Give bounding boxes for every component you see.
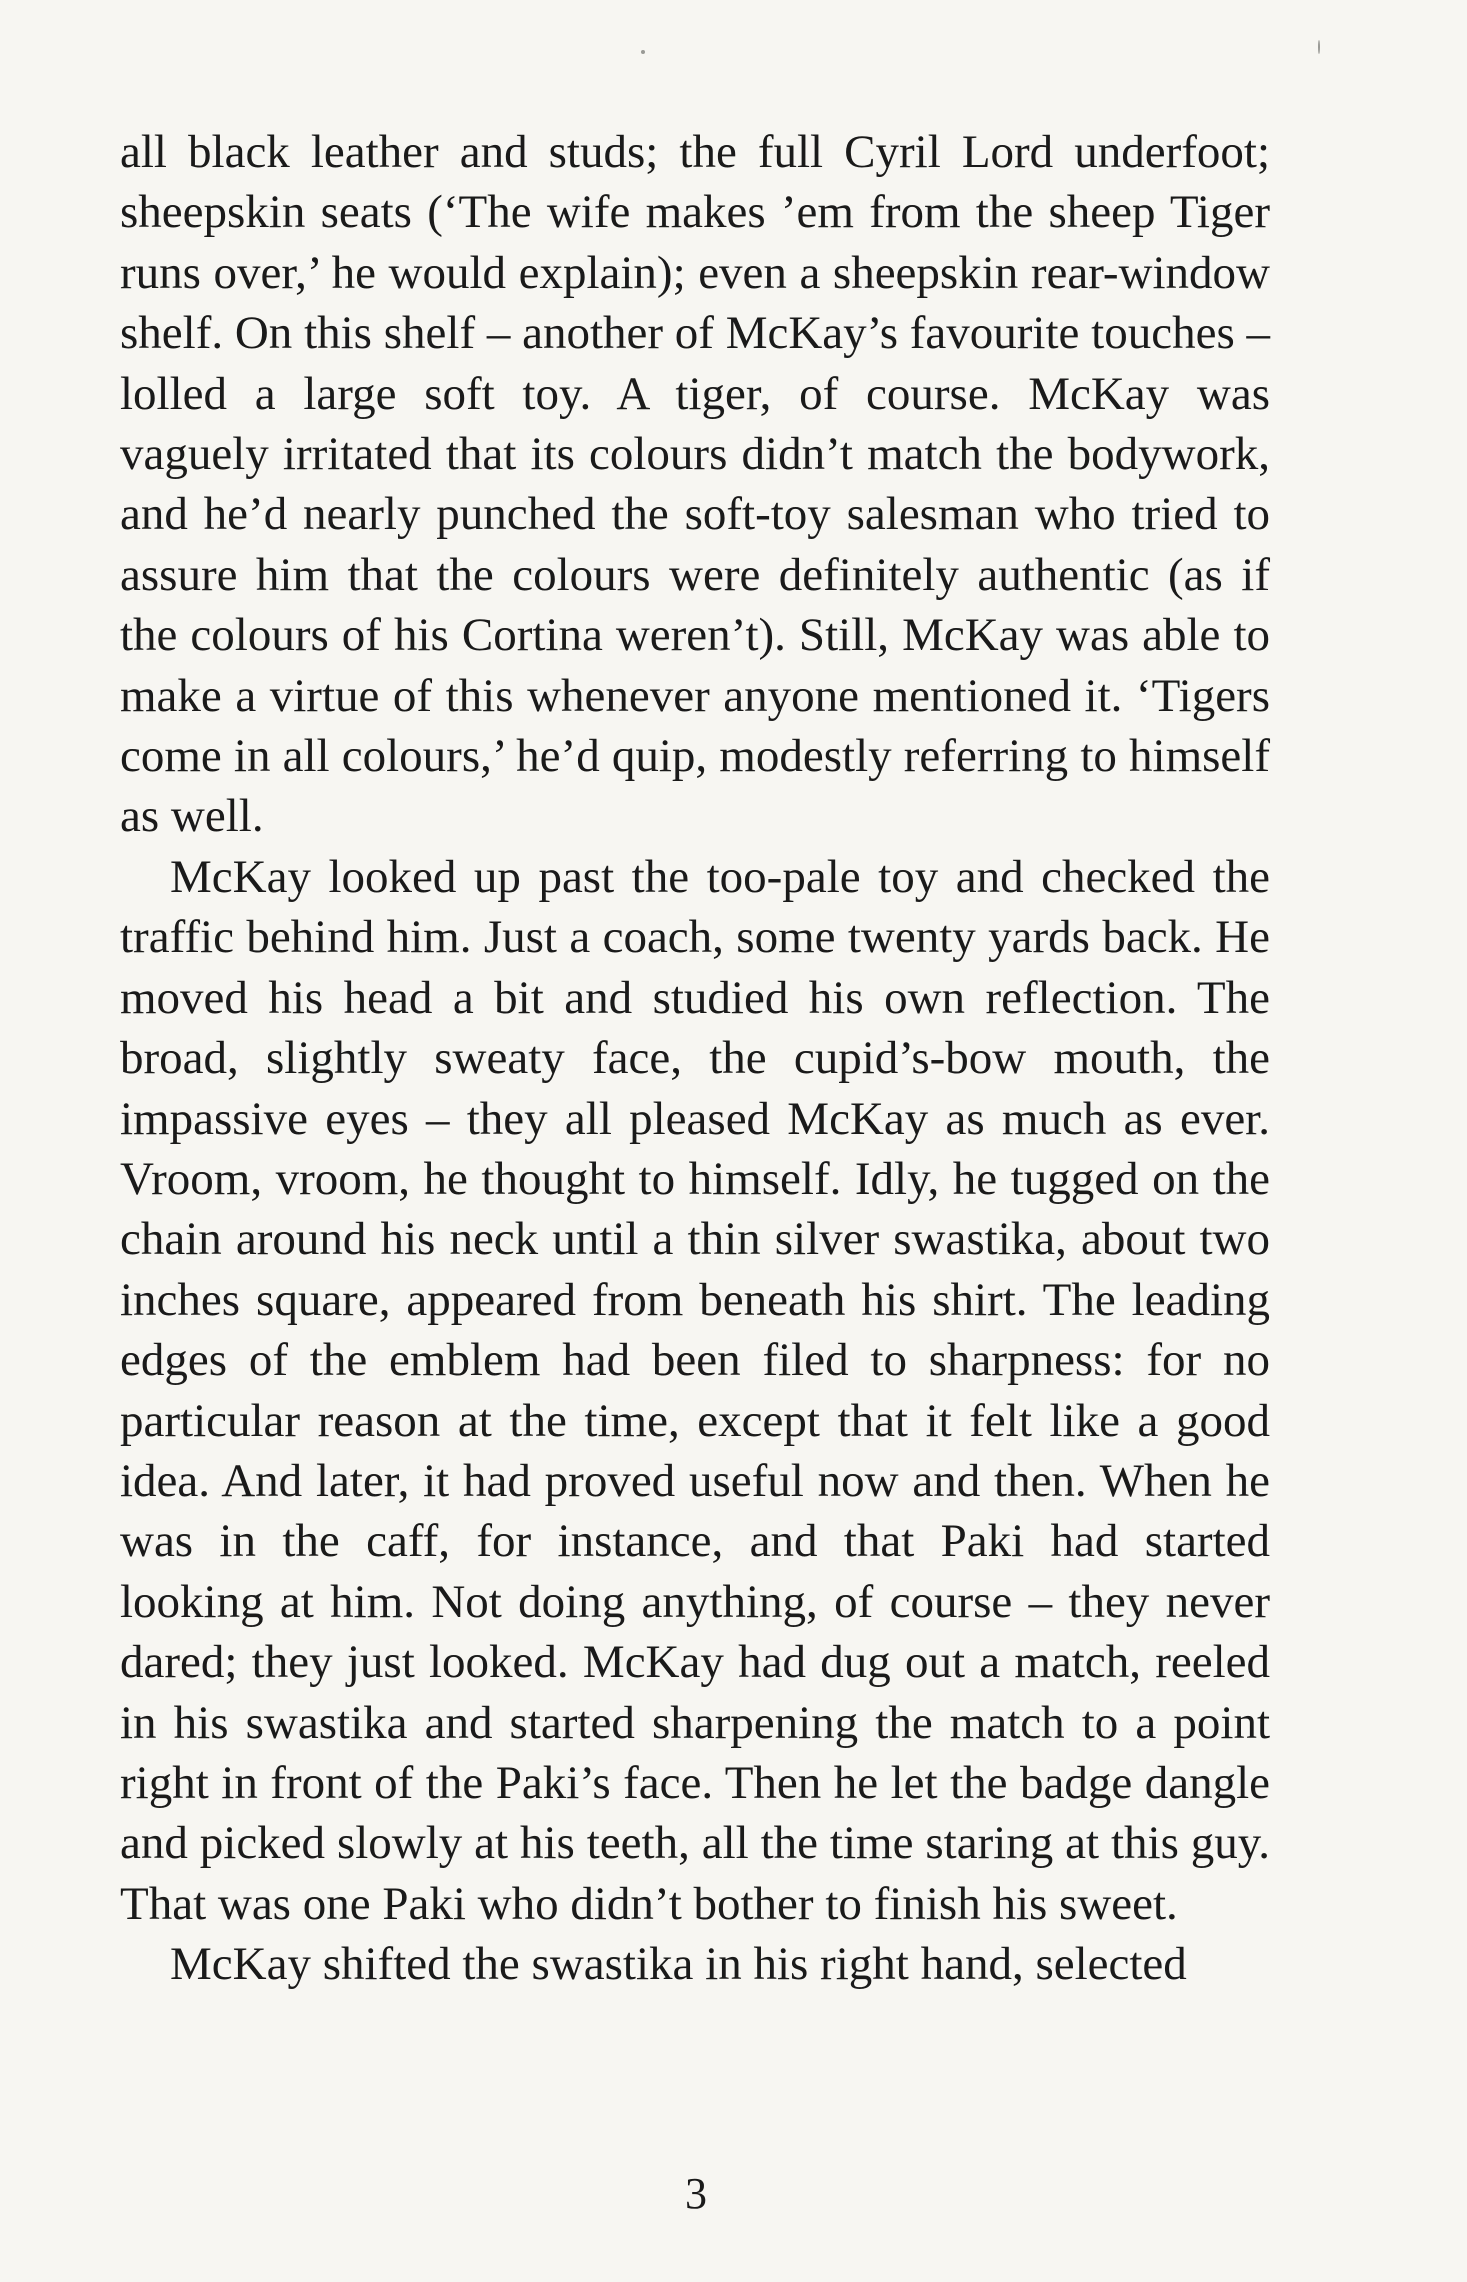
scan-speck (641, 50, 645, 54)
paragraph-1: all black leather and studs; the full Cyril Lord underfoot; sheepskin seats (‘The wife makes ’em from the sheep Tiger runs over,’ he would explain); even a sheepskin rear-window shelf. On this shelf – another of McKay’s favourite touches – lolled a large soft toy. A tiger, of course. McKay was vaguely irritated that its colours didn’t match the bodywork, and he’d nearly punched the soft-toy salesman who tried to assure him that the colours were definitely authentic (as if the colours of his Cortina weren’t). Still, McKay was able to make a virtue of this whenever anyone mentioned it. ‘Tigers come in all colours,’ he’d quip, modestly referring to himself as well. (120, 126, 1270, 843)
paragraph-2: McKay looked up past the too-pale toy and checked the traffic behind him. Just a coach, some twenty yards back. He moved his head a bit and studied his own reflection. The broad, slightly sweaty face, the cupid’s-bow mouth, the impassive eyes – they all pleased McKay as much as ever. Vroom, vroom, he thought to himself. Idly, he tugged on the chain around his neck until a thin silver swastika, about two inches square, appeared from beneath his shirt. The leading edges of the emblem had been filed to sharpness: for no particular reason at the time, except that it felt like a good idea. And later, it had proved useful now and then. When he was in the caff, for instance, and that Paki had started looking at him. Not doing anything, of course – they never dared; they just looked. McKay had dug out a match, reeled in his swastika and started sharpening the match to a point right in front of the Paki’s face. Then he let the badge dangle and picked slowly at his teeth, all the time staring at this guy. That was one Paki who didn’t bother to finish his sweet. (120, 850, 1270, 1930)
body-text (120, 122, 1270, 1995)
paragraph-3: McKay shifted the swastika in his right hand, selected (170, 1938, 1187, 1991)
scan-speck (1318, 40, 1320, 54)
page-number: 3 (685, 2169, 707, 2218)
